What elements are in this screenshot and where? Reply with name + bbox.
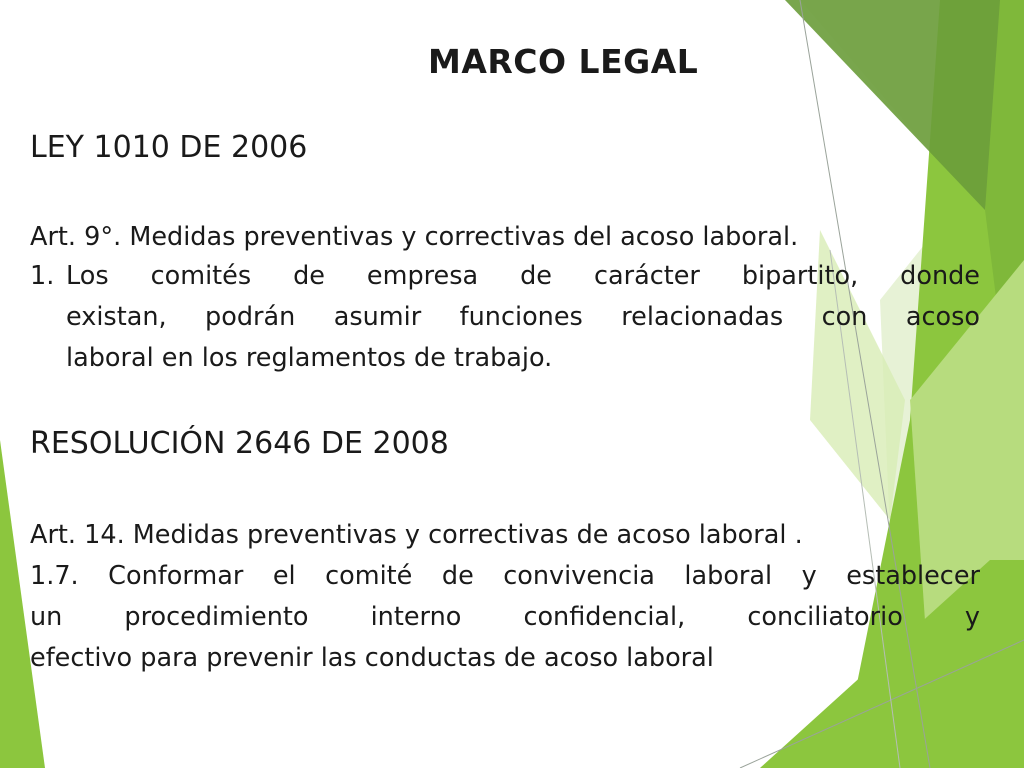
resolution-body: [30, 556, 980, 679]
section-heading-ley: LEY 1010 DE 2006: [30, 130, 308, 165]
section-heading-resolucion: RESOLUCIÓN 2646 DE 2008: [30, 426, 449, 461]
list-item-line: Los comités de empresa de carácter bipartito, donde: [66, 261, 980, 291]
slide-title: MARCO LEGAL: [428, 42, 699, 81]
article-9-line: Art. 9°. Medidas preventivas y correctivas del acoso laboral.: [30, 222, 799, 252]
resolution-body-line: efectivo para prevenir las conductas de acoso laboral: [30, 643, 714, 673]
list-item-text: [66, 256, 980, 379]
list-item-line: existan, podrán asumir funciones relacionadas con acoso: [66, 302, 980, 332]
article-14-line: Art. 14. Medidas preventivas y correctivas de acoso laboral .: [30, 520, 803, 550]
resolution-body-line: un procedimiento interno confidencial, conciliatorio y: [30, 602, 980, 632]
list-item-line: laboral en los reglamentos de trabajo.: [66, 343, 553, 373]
resolution-body-line: 1.7. Conformar el comité de convivencia laboral y establecer: [30, 561, 980, 591]
list-number: 1.: [30, 261, 55, 291]
